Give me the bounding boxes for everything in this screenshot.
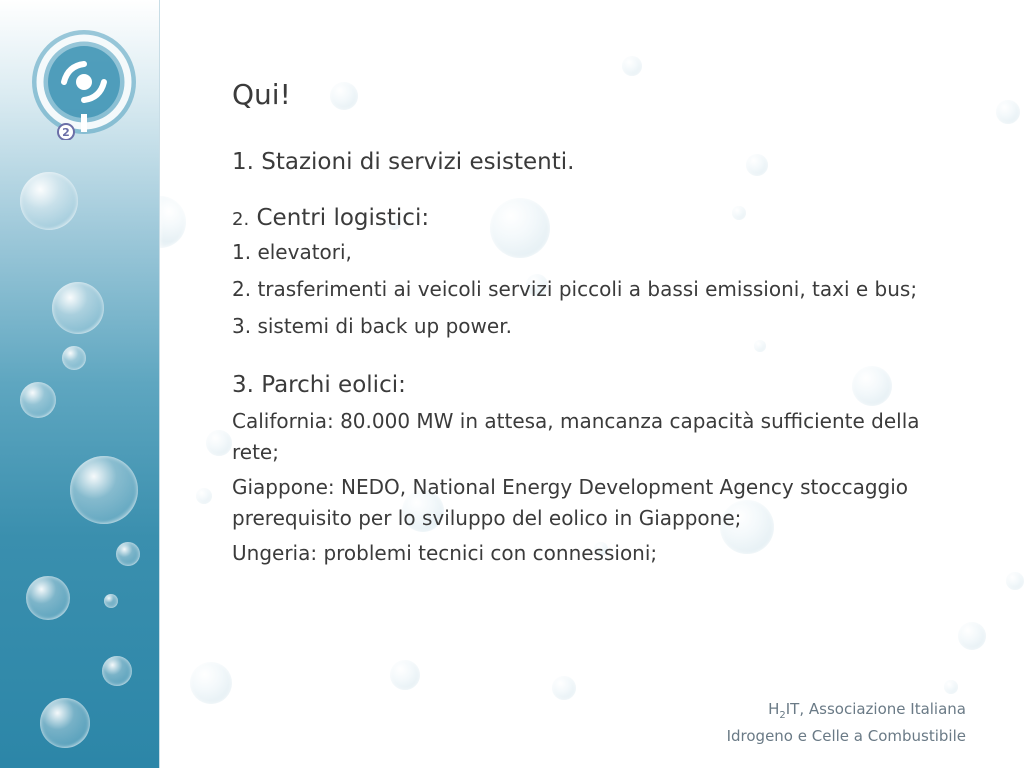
logo-badge: 2 xyxy=(62,126,70,139)
bubble-decoration xyxy=(1006,572,1024,590)
footer-org-line xyxy=(727,699,966,726)
section-3-title: 3. Parchi eolici: xyxy=(232,372,406,398)
bubble-decoration xyxy=(206,430,232,456)
bubble-decoration xyxy=(958,622,986,650)
list-item: Giappone: NEDO, National Energy Development Agency stoccaggio prerequisito per lo sviluppo del eolico in Giappone; xyxy=(232,475,909,530)
bubble-decoration xyxy=(996,100,1020,124)
list-item: California: 80.000 MW in attesa, mancanza capacità sufficiente della rete; xyxy=(232,409,920,464)
bubble-decoration xyxy=(160,196,186,248)
bubble-decoration xyxy=(944,680,958,694)
bubble-decoration xyxy=(40,698,90,748)
footer-org-prefix: H xyxy=(768,700,780,718)
bubble-decoration xyxy=(70,456,138,524)
footer-org-sub: 2 xyxy=(779,710,786,721)
footer-credit xyxy=(727,699,966,746)
list-item: Ungeria: problemi tecnici con connessioni; xyxy=(232,541,658,565)
bubble-decoration xyxy=(552,676,576,700)
bubble-decoration xyxy=(196,488,212,504)
bubble-decoration xyxy=(104,594,118,608)
list-item: 3. sistemi di back up power. xyxy=(232,314,512,338)
bubble-decoration xyxy=(62,346,86,370)
h2it-logo xyxy=(30,28,138,140)
bubble-decoration xyxy=(20,382,56,418)
section-2-number: 2. xyxy=(232,209,250,230)
list-item: 1. elevatori, xyxy=(232,240,352,264)
bubble-decoration xyxy=(20,172,78,230)
bubble-decoration xyxy=(52,282,104,334)
bubble-decoration xyxy=(116,542,140,566)
footer-line2: Idrogeno e Celle a Combustibile xyxy=(726,727,966,745)
section-1-title: 1. Stazioni di servizi esistenti. xyxy=(232,149,575,175)
slide-content xyxy=(232,78,952,573)
bubble-decoration xyxy=(190,662,232,704)
section-2-title xyxy=(232,205,952,231)
bubble-decoration xyxy=(390,660,420,690)
bubble-decoration xyxy=(622,56,642,76)
section-2-label: Centri logistici: xyxy=(249,205,430,231)
bubble-decoration xyxy=(26,576,70,620)
list-item: 2. trasferimenti ai veicoli servizi piccoli a bassi emissioni, taxi e bus; xyxy=(232,277,918,301)
slide-heading: Qui! xyxy=(232,78,291,111)
bubble-decoration xyxy=(102,656,132,686)
footer-org-suffix: IT, Associazione Italiana xyxy=(785,700,966,718)
